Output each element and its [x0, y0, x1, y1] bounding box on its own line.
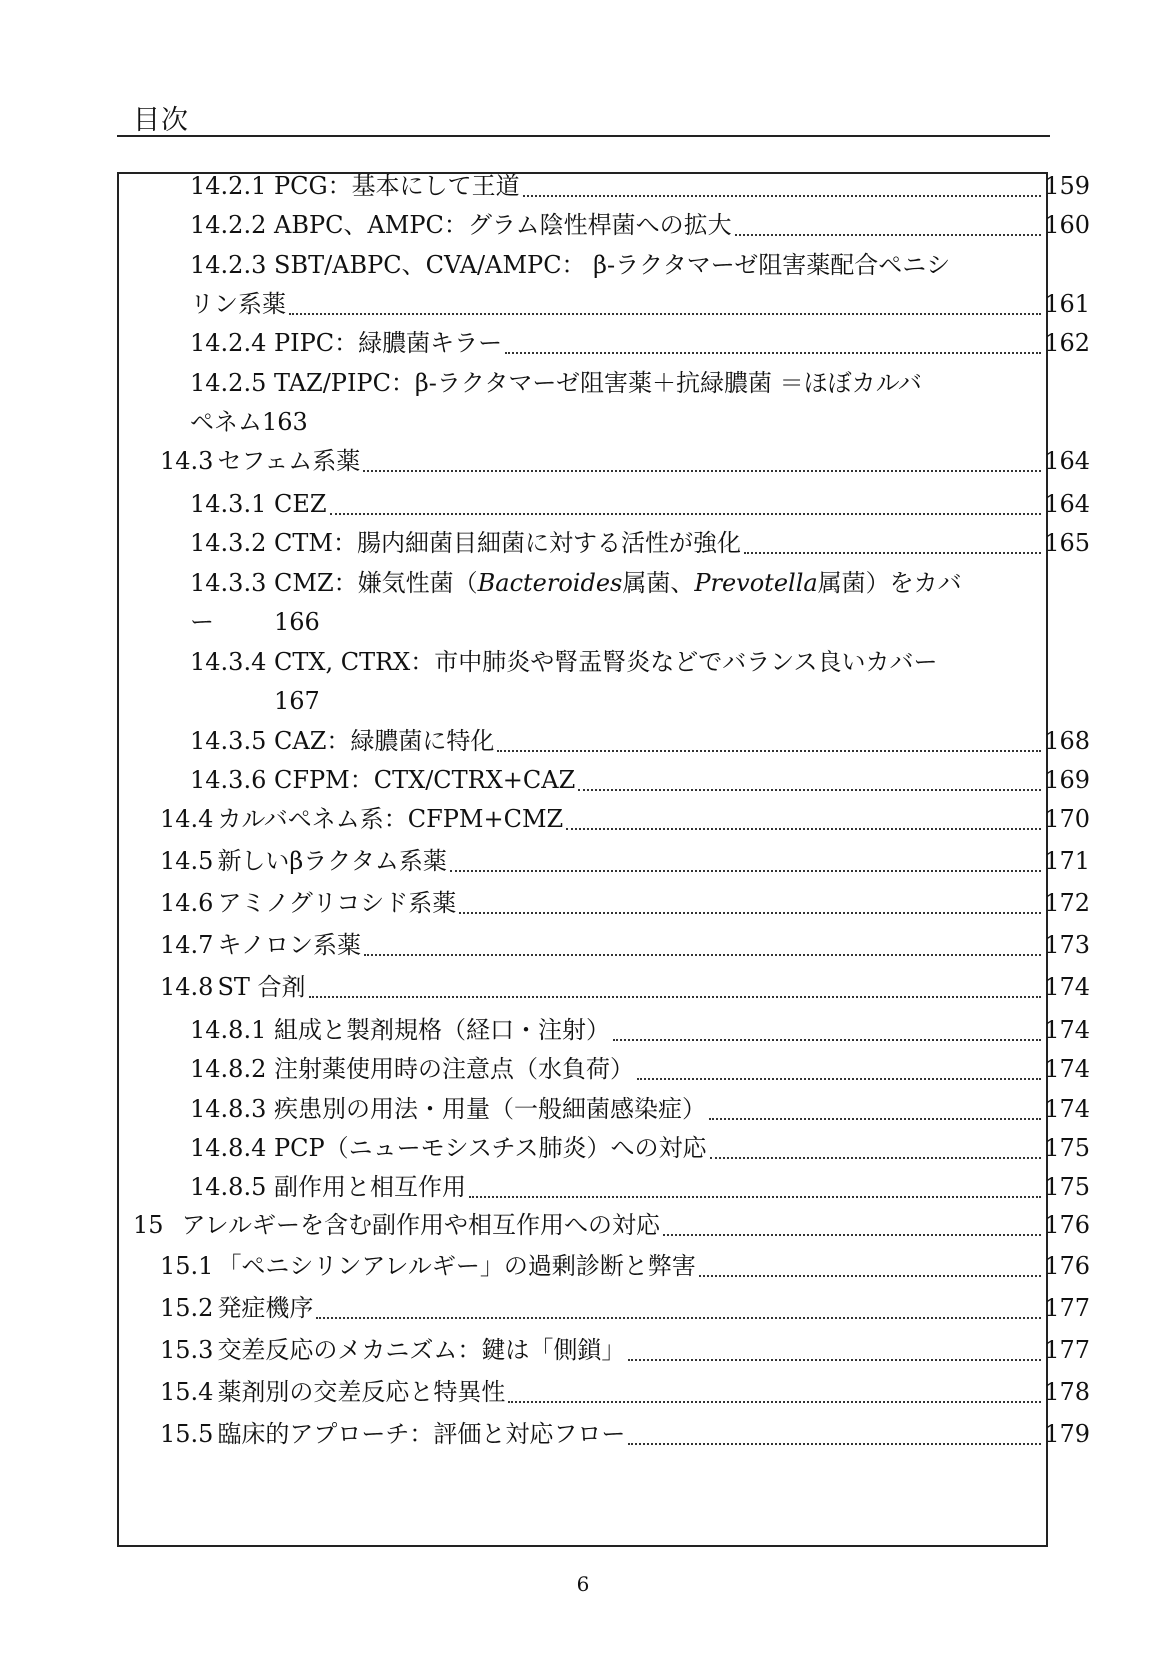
- toc-entry-title: ー: [190, 608, 214, 636]
- toc-entry[interactable]: [160, 799, 1090, 840]
- toc-entry[interactable]: [160, 1246, 1090, 1287]
- toc-leader: [744, 552, 1041, 554]
- toc-entry-number: 14.3.6: [190, 766, 267, 794]
- toc-entry-number: 15.4: [160, 1378, 214, 1406]
- toc-entry-page: 164: [1044, 490, 1090, 518]
- toc-leader: [523, 195, 1042, 197]
- toc-entry[interactable]: [190, 1089, 1090, 1130]
- toc-entry[interactable]: [190, 1167, 1090, 1208]
- toc-entry-title: アミノグリコシド系薬: [217, 889, 457, 917]
- toc-entry-page: 169: [1044, 766, 1090, 794]
- toc-entry-number: 15.1: [160, 1252, 214, 1280]
- toc-leader: [330, 513, 1042, 515]
- toc-entry-number: 14.8.3: [190, 1095, 267, 1123]
- toc-entry-title: 臨床的アプローチ：評価と対応フロー: [217, 1420, 626, 1448]
- toc-entry-page: 161: [1044, 290, 1090, 318]
- toc-entry-title: CAZ：緑膿菌に特化: [274, 727, 495, 755]
- toc-entry-title: キノロン系薬: [217, 931, 361, 959]
- toc-leader: [309, 996, 1042, 998]
- toc-leader: [364, 954, 1041, 956]
- toc-entry[interactable]: [190, 205, 1090, 246]
- toc-entry-number: 15.3: [160, 1336, 214, 1364]
- toc-entry[interactable]: [190, 363, 922, 404]
- toc-entry-number: 14.8.2: [190, 1055, 267, 1083]
- toc-entry-continuation[interactable]: [190, 602, 320, 643]
- toc-entry-page: 165: [1044, 529, 1090, 557]
- toc-entry-number: 14.3: [160, 447, 214, 475]
- toc-entry-page: 175: [1044, 1134, 1090, 1162]
- toc-entry-page: 162: [1044, 329, 1090, 357]
- toc-entry-number: 14.3.2: [190, 529, 267, 557]
- toc-leader: [699, 1275, 1041, 1277]
- toc-entry-title: 注射薬使用時の注意点（水負荷）: [274, 1055, 634, 1083]
- toc-entry-title: PIPC：緑膿菌キラー: [274, 329, 503, 357]
- toc-entry-number: 14.3.4: [190, 648, 267, 676]
- toc-leader: [450, 870, 1041, 872]
- page-header-title: 目次: [133, 105, 189, 136]
- toc-entry-page: 171: [1044, 847, 1090, 875]
- toc-entry-page: 174: [1044, 973, 1090, 1001]
- toc-entry-title: 疾患別の用法・用量（一般細菌感染症）: [274, 1095, 706, 1123]
- toc-entry-number: 14.8: [160, 973, 214, 1001]
- toc-entry-page: 172: [1044, 889, 1090, 917]
- toc-entry-page: 159: [1044, 172, 1090, 200]
- toc-entry-page: 174: [1044, 1095, 1090, 1123]
- toc-entry-title: ペネム: [190, 408, 262, 436]
- toc-entry-title: 薬剤別の交差反応と特異性: [217, 1378, 506, 1406]
- toc-entry-number: 14.2.1: [190, 172, 267, 200]
- toc-entry-number: 14.2.2: [190, 211, 267, 239]
- toc-entry-page: 174: [1044, 1055, 1090, 1083]
- toc-entry[interactable]: [160, 1372, 1090, 1413]
- toc-entry[interactable]: [190, 1128, 1090, 1169]
- toc-entry-title: セフェム系薬: [217, 447, 361, 475]
- toc-entry-number: 15: [133, 1211, 164, 1239]
- toc-entry-continuation[interactable]: [190, 402, 308, 443]
- toc-leader: [459, 912, 1041, 914]
- toc-entry-number: 14.3.5: [190, 727, 267, 755]
- toc-entry-title: TAZ/PIPC：β-ラクタマーゼ阻害薬＋抗緑膿菌 ＝ほぼカルバ: [274, 369, 922, 397]
- toc-entry-title: CFPM：CTX/CTRX+CAZ: [274, 766, 576, 794]
- toc-entry-number: 14.3.1: [190, 490, 267, 518]
- toc-entry-title: 発症機序: [217, 1294, 314, 1322]
- toc-entry-page: 177: [1044, 1294, 1090, 1322]
- toc-entry-page: 163: [262, 408, 308, 436]
- toc-entry-page: 178: [1044, 1378, 1090, 1406]
- toc-entry-number: 14.8.5: [190, 1173, 267, 1201]
- toc-entry[interactable]: [190, 323, 1090, 364]
- toc-leader: [566, 828, 1041, 830]
- toc-entry-title: SBT/ABPC、CVA/AMPC： β-ラクタマーゼ阻害薬配合ペニシ: [274, 251, 951, 279]
- toc-leader: [637, 1078, 1041, 1080]
- toc-entry[interactable]: [160, 441, 1090, 482]
- toc-entry-title: PCP（ニューモシスチス肺炎）への対応: [274, 1134, 707, 1162]
- toc-entry-title: CEZ: [274, 490, 327, 518]
- toc-entry-title: 「ペニシリンアレルギー」の過剰診断と弊害: [217, 1252, 696, 1280]
- toc-entry-title: 組成と製剤規格（経口・注射）: [274, 1016, 610, 1044]
- toc-leader: [663, 1234, 1041, 1236]
- toc-entry[interactable]: [190, 721, 1090, 762]
- toc-leader: [628, 1359, 1041, 1361]
- toc-entry-title: カルバペネム系：CFPM+CMZ: [217, 805, 564, 833]
- toc-entry-title: 副作用と相互作用: [274, 1173, 466, 1201]
- toc-entry[interactable]: [190, 760, 1090, 801]
- toc-leader: [505, 352, 1041, 354]
- toc-entry-continuation[interactable]: [274, 681, 320, 722]
- toc-entry-title: リン系薬: [190, 290, 286, 318]
- toc-entry[interactable]: [160, 841, 1090, 882]
- toc-entry-page: 175: [1044, 1173, 1090, 1201]
- toc-leader: [709, 1118, 1041, 1120]
- toc-entry[interactable]: [190, 523, 1090, 564]
- toc-entry[interactable]: [190, 166, 1090, 207]
- toc-entry-number: 14.8.1: [190, 1016, 267, 1044]
- toc-entry-number: 14.5: [160, 847, 214, 875]
- toc-entry-page: 176: [1044, 1252, 1090, 1280]
- toc-entry-title: CTM：腸内細菌目細菌に対する活性が強化: [274, 529, 741, 557]
- toc-entry-number: 14.6: [160, 889, 214, 917]
- toc-leader: [613, 1039, 1041, 1041]
- toc-entry[interactable]: [160, 883, 1090, 924]
- toc-entry-number: 15.2: [160, 1294, 214, 1322]
- toc-leader: [363, 470, 1041, 472]
- toc-entry-title: アレルギーを含む副作用や相互作用への対応: [181, 1211, 660, 1239]
- toc-entry[interactable]: [190, 1049, 1090, 1090]
- page-number: 6: [576, 1572, 590, 1596]
- toc-leader: [628, 1443, 1041, 1445]
- toc-entry-page: 173: [1044, 931, 1090, 959]
- toc-entry-title: PCG：基本にして王道: [274, 172, 520, 200]
- toc-entry[interactable]: [160, 925, 1090, 966]
- toc-entry-page: 174: [1044, 1016, 1090, 1044]
- toc-entry-continuation[interactable]: [190, 284, 1090, 325]
- header-rule: [117, 135, 1050, 137]
- toc-entry-page: 166: [274, 608, 320, 636]
- toc-leader: [710, 1157, 1042, 1159]
- toc-entry[interactable]: [190, 642, 938, 683]
- toc-entry-number: 14.7: [160, 931, 214, 959]
- toc-leader: [316, 1317, 1041, 1319]
- toc-entry-title: CMZ：嫌気性菌（Bacteroides属菌、Prevotella属菌）をカバ: [274, 569, 962, 597]
- toc-leader: [469, 1196, 1041, 1198]
- toc-entry-number: 14.3.3: [190, 569, 267, 597]
- toc-entry-page: 179: [1044, 1420, 1090, 1448]
- toc-leader: [735, 234, 1042, 236]
- toc-entry-page: 176: [1044, 1211, 1090, 1239]
- toc-entry[interactable]: [190, 563, 962, 604]
- toc-entry-title: 交差反応のメカニズム：鍵は「側鎖」: [217, 1336, 626, 1364]
- toc-entry-page: 170: [1044, 805, 1090, 833]
- toc-entry-number: 14.4: [160, 805, 214, 833]
- toc-entry-number: 14.2.3: [190, 251, 267, 279]
- toc-entry[interactable]: [133, 1205, 1090, 1246]
- toc-entry[interactable]: [160, 1414, 1090, 1455]
- toc-entry-page: 167: [274, 687, 320, 715]
- toc-entry-page: 160: [1044, 211, 1090, 239]
- toc-entry[interactable]: [190, 245, 950, 286]
- toc-entry-title: ST 合剤: [217, 973, 306, 1001]
- toc-entry-number: 15.5: [160, 1420, 214, 1448]
- toc-entry-page: 164: [1044, 447, 1090, 475]
- toc-entry[interactable]: [160, 1330, 1090, 1371]
- toc-entry-title: 新しいβラクタム系薬: [217, 847, 447, 875]
- toc-entry-page: 168: [1044, 727, 1090, 755]
- toc-entry[interactable]: [160, 967, 1090, 1008]
- toc-leader: [508, 1401, 1041, 1403]
- toc-entry-number: 14.2.5: [190, 369, 267, 397]
- toc-entry[interactable]: [190, 1010, 1090, 1051]
- toc-entry-page: 177: [1044, 1336, 1090, 1364]
- toc-entry-title: ABPC、AMPC：グラム陰性桿菌への拡大: [274, 211, 732, 239]
- toc-entry[interactable]: [190, 484, 1090, 525]
- toc-entry-title: CTX, CTRX：市中肺炎や腎盂腎炎などでバランス良いカバー: [274, 648, 938, 676]
- toc-entry-number: 14.2.4: [190, 329, 267, 357]
- toc-leader: [497, 750, 1041, 752]
- toc-leader: [578, 789, 1041, 791]
- toc-entry-number: 14.8.4: [190, 1134, 267, 1162]
- toc-entry[interactable]: [160, 1288, 1090, 1329]
- toc-leader: [289, 313, 1041, 315]
